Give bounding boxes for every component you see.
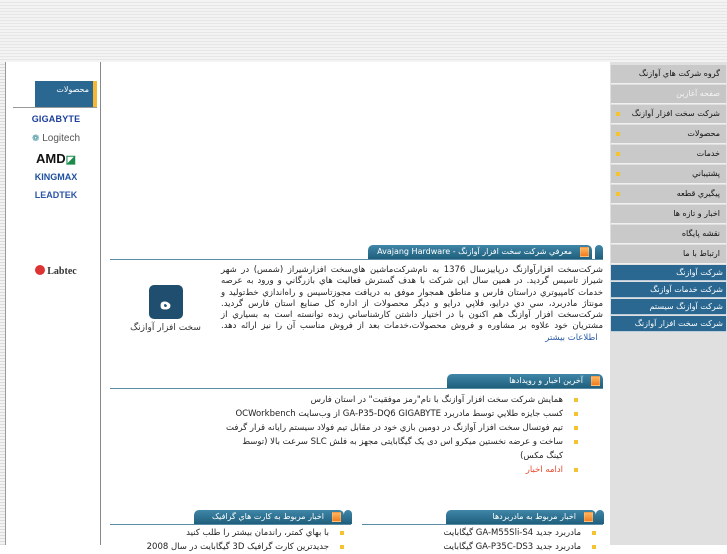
company-link-avajang-services[interactable]: شرکت خدمات آوازنگ: [611, 282, 726, 298]
amd-logo[interactable]: AMD◪: [35, 151, 76, 166]
motherboard-news-header: اخبار مربوط به مادربردها: [446, 510, 596, 524]
bullet-icon: [616, 152, 620, 156]
bullet-icon: [592, 531, 596, 535]
leadtek-logo[interactable]: LEADTEK: [34, 190, 78, 200]
section-square-icon: [591, 376, 600, 386]
products-title-box[interactable]: محصولات: [35, 81, 97, 108]
graphics-news-list: [110, 526, 351, 554]
section-square-icon: [580, 247, 589, 257]
labtec-logo[interactable]: Labtec: [21, 265, 91, 277]
section-rule: [110, 524, 351, 525]
news-item[interactable]: تيم فوتسال سخت افزار آوازنگ در دومين بازي خود در مقابل تيم فولاد سيستم رايانه قرار گرفت: [225, 421, 585, 435]
section-square-icon: [584, 512, 593, 522]
section-rule: [110, 388, 603, 389]
motherboard-news-list: [362, 526, 603, 554]
gigabyte-logo[interactable]: GIGABYTE: [31, 114, 81, 124]
bullet-icon: [574, 412, 578, 416]
section-header-cap: [344, 510, 352, 524]
header-banner: [0, 0, 727, 62]
section-header-cap: [595, 245, 603, 259]
news-item[interactable]: کسب جايزه طلايي توسط مادربرد GA-P35-DQ6 GIGABYTE از وب‌سايت OCWorkbench: [225, 407, 585, 421]
bullet-icon: [574, 468, 578, 472]
company-link-avajang-hardware[interactable]: شرکت سخت افزار آوازنگ: [611, 316, 726, 332]
section-header-cap: [596, 510, 604, 524]
bullet-icon: [616, 172, 620, 176]
latest-news-header: آخرين اخبار و رويدادها: [447, 374, 603, 388]
section-rule: [110, 259, 603, 260]
more-info-link[interactable]: اطلاعات بيشتر: [545, 332, 598, 343]
menu-group-title: گروه شرکت هاي آوازنگ: [611, 65, 726, 84]
news-item[interactable]: مادربرد جديد GA-M55Sli-S4 گيگابايت: [362, 526, 603, 540]
menu-item-home[interactable]: صفحه آغازين: [611, 85, 726, 104]
bullet-icon: [574, 398, 578, 402]
graphics-news-header: اخبار مربوط به کارت هاي گرافيک: [194, 510, 344, 524]
labtec-mark-icon: [35, 265, 45, 275]
menu-item-support[interactable]: پشتيباني: [611, 165, 726, 184]
kingmax-logo[interactable]: KINGMAX: [34, 172, 78, 182]
menu-item-products[interactable]: محصولات: [611, 125, 726, 144]
bullet-icon: [616, 132, 620, 136]
menu-item-news[interactable]: اخبار و تازه ها: [611, 205, 726, 224]
more-news-link[interactable]: ادامه اخبار: [225, 463, 585, 477]
menu-item-services[interactable]: خدمات: [611, 145, 726, 164]
news-item[interactable]: مادربرد جديد GA-P35C-DS3 گيگابايت: [362, 540, 603, 554]
left-sidebar: [7, 62, 101, 545]
intro-paragraph: شرکت‌سخت افزارآوازنگ درپاييزسال 1376 به نام‌شرکت‌ماشين هاي‌سخت افزارشيراز (شمس) در شهر شيراز تاسيس گرديد. در همين سال اين شرکت با هدف گسترش فعاليت هاي بازرگاني و ورود به عرصه خدمات کامپيوتري دراستان فارس و مناطق همجوار موفق به دريافت مجوزتاسيس و راه‌اندازي خط‌توليد و مونتاژ مادربرد، سي دي درايو، فلاپي درايو و ديگر محصولات از اداره کل صنايع استان فارس گرديد. شرکت‌سخت افزار آوازنگ هم اکنون با در اختيار داشتن کارشناساني زبده توانسته است به بسياري از مشتريان خود علاوه بر مشاوره و فروش محصولات،خدمات بعد از فروش مناسب آن را نيز ارائه دهد. اطلاعات بيشتر: [221, 265, 604, 343]
news-item[interactable]: ساخت و عرضه نخستين ميکرو اس دی يک گيگابايتی مجهز به فلش SLC سرعت بالا (توسط کينگ مکس): [225, 435, 585, 463]
bullet-icon: [574, 426, 578, 430]
menu-item-contact[interactable]: ارتباط با ما: [611, 245, 726, 264]
company-link-avajang[interactable]: شرکت آوازنگ: [611, 265, 726, 281]
divider: [13, 107, 97, 108]
avajang-logo-icon: ه: [149, 285, 183, 319]
section-rule: [362, 524, 603, 525]
news-item[interactable]: همايش شرکت سخت افزار آوازنگ با نام"رمز موفقيت" در استان فارس: [225, 393, 585, 407]
left-border-stripe: [0, 62, 6, 545]
menu-item-sitemap[interactable]: نقشه پايگاه: [611, 225, 726, 244]
company-link-avajang-system[interactable]: شرکت آوازنگ سيستم: [611, 299, 726, 315]
bullet-icon: [616, 112, 620, 116]
news-item[interactable]: جديدترين کارت گرافيک 3D گيگابايت در سال 2008: [110, 540, 351, 554]
menu-item-hardware-company[interactable]: شرکت سخت افزار آوازنگ: [611, 105, 726, 124]
right-sidebar: [610, 62, 727, 545]
avajang-company-logo: ه سخت افزار آوازنگ: [118, 285, 213, 333]
bullet-icon: [616, 192, 620, 196]
amd-arrow-icon: ◪: [65, 154, 76, 166]
menu-item-part-tracking[interactable]: پيگيري قطعه: [611, 185, 726, 204]
bullet-icon: [340, 531, 344, 535]
news-item[interactable]: با بهاي کمتر، راندمان بيشتر را طلب کنيد: [110, 526, 351, 540]
bullet-icon: [340, 545, 344, 549]
latest-news-list: [225, 393, 585, 477]
bullet-icon: [592, 545, 596, 549]
logitech-mark-icon: ❁: [31, 133, 40, 143]
bullet-icon: [574, 440, 578, 444]
logitech-logo[interactable]: ❁ Logitech: [31, 133, 81, 144]
intro-section-header: معرفي شرکت سخت افزار آوازنگ - Avajang Hardware: [368, 245, 592, 259]
section-square-icon: [332, 512, 341, 522]
